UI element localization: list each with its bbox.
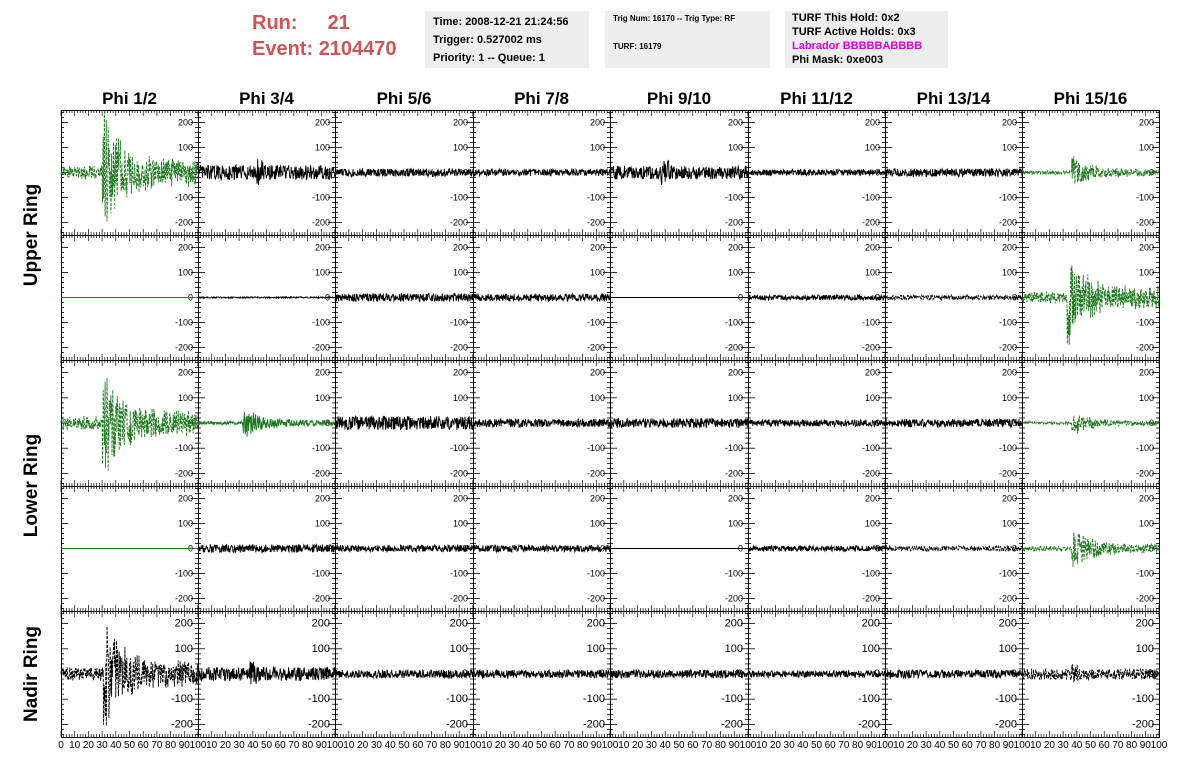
waveform-panel xyxy=(1022,360,1160,487)
y-tick-label: -100 xyxy=(724,192,743,203)
run-value: 21 xyxy=(327,12,350,34)
y-tick-label: -200 xyxy=(1135,468,1154,479)
y-tick-label: 200 xyxy=(864,493,880,504)
y-tick-label: 200 xyxy=(589,242,605,253)
waveform-trace xyxy=(885,419,1022,427)
waveform-trace xyxy=(610,418,748,428)
y-tick-label: 0 xyxy=(737,292,743,303)
y-tick-label: -100 xyxy=(1135,317,1154,328)
y-tick-label: 100 xyxy=(1138,142,1154,153)
y-tick-label: 0 xyxy=(737,418,743,428)
y-tick-label: -100 xyxy=(861,568,880,579)
y-tick-label: 0 xyxy=(462,167,468,178)
waveform-panel xyxy=(61,235,199,361)
waveform-panel xyxy=(885,360,1023,487)
y-tick-label: -100 xyxy=(311,568,330,579)
column-header: Phi 7/8 xyxy=(514,89,569,108)
y-tick-label: 200 xyxy=(589,117,605,128)
y-tick-label: 100 xyxy=(452,267,468,278)
y-tick-label: 100 xyxy=(314,267,330,278)
y-tick-label: 0 xyxy=(462,418,468,428)
waveform-panel xyxy=(885,110,1023,236)
waveform-trace xyxy=(748,295,885,300)
y-tick-label: 200 xyxy=(864,367,880,378)
y-tick-label: -100 xyxy=(311,443,330,454)
y-tick-label: 200 xyxy=(314,242,330,253)
y-tick-label: 0 xyxy=(599,167,605,178)
y-tick-label: -100 xyxy=(998,568,1017,579)
y-tick-label: -200 xyxy=(449,342,468,353)
y-tick-label: 100 xyxy=(1001,142,1017,153)
y-tick-label: -100 xyxy=(861,443,880,454)
y-tick-label: 0 xyxy=(737,167,743,178)
waveform-panel xyxy=(748,235,886,361)
y-tick-label: 100 xyxy=(1138,392,1154,403)
y-tick-label: 200 xyxy=(177,117,193,128)
waveform-trace xyxy=(885,546,1022,551)
y-tick-label: 100 xyxy=(177,142,193,153)
waveform-panel xyxy=(610,110,749,236)
y-tick-label: 0 xyxy=(737,543,743,554)
y-tick-label: 0 xyxy=(874,167,880,178)
column-header: Phi 3/4 xyxy=(239,89,294,108)
y-tick-label: 200 xyxy=(314,117,330,128)
waveform-panel xyxy=(473,360,611,487)
turf-hold-text: TURF This Hold: 0x2 xyxy=(792,12,900,24)
y-tick-label: 0 xyxy=(324,543,330,554)
waveform-trace xyxy=(748,420,885,427)
y-tick-label: -200 xyxy=(724,342,743,353)
y-tick-label: -200 xyxy=(861,468,880,479)
y-tick-label: 200 xyxy=(727,117,743,128)
y-tick-label: 0 xyxy=(462,543,468,554)
waveform-panel xyxy=(61,110,199,236)
y-tick-label: -200 xyxy=(998,593,1017,604)
run-label: Run: xyxy=(252,12,298,34)
y-tick-label: 100 xyxy=(1138,267,1154,278)
y-tick-label: -200 xyxy=(998,217,1017,228)
y-tick-label: -200 xyxy=(449,593,468,604)
y-tick-label: -100 xyxy=(861,192,880,203)
waveform-panel xyxy=(1022,235,1160,361)
y-tick-label: -200 xyxy=(1135,217,1154,228)
waveform-trace xyxy=(198,297,335,298)
waveform-panel xyxy=(610,486,749,612)
y-tick-label: 200 xyxy=(1138,367,1154,378)
y-tick-label: 0 xyxy=(462,292,468,303)
y-tick-label: 0 xyxy=(599,418,605,428)
y-tick-label: -100 xyxy=(174,568,193,579)
y-tick-label: 200 xyxy=(1001,367,1017,378)
waveform-trace xyxy=(473,169,610,176)
y-tick-label: 200 xyxy=(452,493,468,504)
y-tick-label: -200 xyxy=(586,468,605,479)
y-tick-label: 100 xyxy=(177,518,193,529)
trig-num-text: Trig Num: 16170 -- Trig Type: RF xyxy=(613,14,736,23)
y-tick-label: 0 xyxy=(874,418,880,428)
waveform-trace xyxy=(473,294,610,302)
column-header: Phi 9/10 xyxy=(646,89,712,108)
waveform-trace xyxy=(1022,156,1159,183)
y-tick-label: 0 xyxy=(1011,543,1017,554)
y-tick-label: -100 xyxy=(586,443,605,454)
y-tick-label: 200 xyxy=(727,493,743,504)
y-tick-label: 200 xyxy=(177,242,193,253)
y-tick-label: -100 xyxy=(311,317,330,328)
y-tick-label: 200 xyxy=(1001,493,1017,504)
waveform-panel xyxy=(748,486,886,612)
waveform-trace xyxy=(473,545,610,552)
waveform-trace xyxy=(198,544,335,552)
waveform-trace xyxy=(335,416,473,430)
waveform-trace xyxy=(1022,416,1159,434)
y-tick-label: 0 xyxy=(324,167,330,178)
y-tick-label: -100 xyxy=(1135,443,1154,454)
waveform-panel xyxy=(335,360,474,487)
waveform-trace xyxy=(198,412,335,437)
time-text: Time: 2008-12-21 21:24:56 xyxy=(433,16,569,28)
y-tick-label: 0 xyxy=(1148,167,1154,178)
y-tick-label: 200 xyxy=(1138,117,1154,128)
y-tick-label: -100 xyxy=(861,317,880,328)
waveform-panel xyxy=(748,360,886,487)
waveform-panel xyxy=(885,235,1023,361)
y-tick-label: 100 xyxy=(452,142,468,153)
y-tick-label: 200 xyxy=(1001,242,1017,253)
y-tick-label: 200 xyxy=(589,493,605,504)
waveform-trace xyxy=(198,159,335,185)
y-tick-label: 0 xyxy=(1148,292,1154,303)
y-tick-label: 100 xyxy=(1001,392,1017,403)
waveform-panel xyxy=(748,110,886,236)
waveform-panel xyxy=(885,486,1023,612)
y-tick-label: -100 xyxy=(998,317,1017,328)
waveform-panel xyxy=(473,235,611,361)
y-tick-label: -200 xyxy=(724,468,743,479)
y-tick-label: 0 xyxy=(599,292,605,303)
y-tick-label: -200 xyxy=(311,217,330,228)
y-tick-label: 100 xyxy=(864,267,880,278)
y-tick-label: 0 xyxy=(599,543,605,554)
y-tick-label: 100 xyxy=(1001,518,1017,529)
y-tick-label: -200 xyxy=(586,593,605,604)
y-tick-label: 0 xyxy=(324,418,330,428)
y-tick-label: 100 xyxy=(589,142,605,153)
y-tick-label: 200 xyxy=(1138,242,1154,253)
waveform-trace xyxy=(335,293,473,301)
waveform-panel xyxy=(198,360,336,487)
waveform-panel xyxy=(335,110,474,236)
y-tick-label: -100 xyxy=(449,317,468,328)
waveform-trace xyxy=(61,378,198,471)
y-tick-label: -200 xyxy=(311,593,330,604)
waveform-trace xyxy=(473,419,610,427)
y-tick-label: 100 xyxy=(452,392,468,403)
y-tick-label: 200 xyxy=(177,493,193,504)
y-tick-label: 100 xyxy=(589,267,605,278)
y-tick-label: -200 xyxy=(449,217,468,228)
y-tick-label: 200 xyxy=(314,367,330,378)
y-tick-label: -200 xyxy=(861,217,880,228)
column-header: Phi 5/6 xyxy=(376,89,432,108)
y-tick-label: 100 xyxy=(864,142,880,153)
waveform-trace xyxy=(885,295,1022,300)
y-tick-label: 0 xyxy=(187,543,193,554)
column-header: Phi 15/16 xyxy=(1053,89,1128,108)
y-tick-label: 100 xyxy=(727,142,743,153)
y-tick-label: 0 xyxy=(324,292,330,303)
y-tick-label: 0 xyxy=(187,418,193,428)
y-tick-label: -200 xyxy=(449,468,468,479)
event-value: 2104470 xyxy=(318,38,397,60)
y-tick-label: -200 xyxy=(174,468,193,479)
y-tick-label: 100 xyxy=(727,392,743,403)
waveform-trace xyxy=(748,546,885,551)
y-tick-label: -100 xyxy=(449,443,468,454)
y-tick-label: -200 xyxy=(1135,342,1154,353)
y-tick-label: -100 xyxy=(1135,192,1154,203)
row-label: Upper Ring xyxy=(21,183,42,287)
y-tick-label: 100 xyxy=(452,518,468,529)
turf-num-text: TURF: 16179 xyxy=(613,42,662,51)
y-tick-label: -100 xyxy=(724,317,743,328)
labrador-text: Labrador BBBBBABBBB xyxy=(792,40,923,52)
y-tick-label: -200 xyxy=(861,593,880,604)
y-tick-label: 0 xyxy=(874,292,880,303)
y-tick-label: 200 xyxy=(314,493,330,504)
column-header: Phi 1/2 xyxy=(102,89,157,108)
y-tick-label: 100 xyxy=(314,392,330,403)
y-tick-label: 200 xyxy=(864,242,880,253)
waveform-panel xyxy=(198,110,336,236)
waveform-panel xyxy=(1022,110,1160,236)
waveform-trace xyxy=(885,168,1022,176)
y-tick-label: 0 xyxy=(1148,418,1154,428)
y-tick-label: -100 xyxy=(586,317,605,328)
y-tick-label: 100 xyxy=(727,518,743,529)
y-tick-label: -200 xyxy=(174,342,193,353)
waveform-panel xyxy=(335,486,474,612)
waveform-trace xyxy=(748,167,885,178)
waveform-trace xyxy=(610,161,748,185)
column-header: Phi 13/14 xyxy=(916,89,991,108)
y-tick-label: -200 xyxy=(998,468,1017,479)
y-tick-label: -100 xyxy=(174,317,193,328)
y-tick-label: 0 xyxy=(1011,418,1017,428)
y-tick-label: -100 xyxy=(724,568,743,579)
y-tick-label: -200 xyxy=(998,342,1017,353)
y-tick-label: -200 xyxy=(586,342,605,353)
y-tick-label: 100 xyxy=(864,392,880,403)
turf-active-text: TURF Active Holds: 0x3 xyxy=(792,26,916,38)
column-header: Phi 11/12 xyxy=(780,89,853,108)
y-tick-label: 200 xyxy=(177,367,193,378)
waveform-panel xyxy=(61,486,199,612)
y-tick-label: 0 xyxy=(187,292,193,303)
y-tick-label: 0 xyxy=(1011,167,1017,178)
y-tick-label: 200 xyxy=(589,367,605,378)
y-tick-label: -200 xyxy=(311,342,330,353)
waveform-panel xyxy=(198,486,336,612)
y-tick-label: -100 xyxy=(998,443,1017,454)
y-tick-label: -200 xyxy=(311,468,330,479)
phi-mask-text: Phi Mask: 0xe003 xyxy=(792,54,884,66)
waveform-trace xyxy=(335,545,473,552)
y-tick-label: -100 xyxy=(174,192,193,203)
waveform-panel xyxy=(473,110,611,236)
y-tick-label: -200 xyxy=(724,593,743,604)
y-tick-label: 0 xyxy=(1011,292,1017,303)
y-tick-label: 100 xyxy=(314,142,330,153)
y-tick-label: 100 xyxy=(864,518,880,529)
waveform-trace xyxy=(335,168,473,176)
y-tick-label: -200 xyxy=(174,217,193,228)
waveform-panel xyxy=(335,235,474,361)
y-tick-label: 200 xyxy=(727,367,743,378)
waveform-panel xyxy=(610,235,749,361)
y-tick-label: -100 xyxy=(311,192,330,203)
row-label: Nadir Ring xyxy=(21,625,42,723)
y-tick-label: 100 xyxy=(727,267,743,278)
y-tick-label: -100 xyxy=(174,443,193,454)
y-tick-label: 200 xyxy=(864,117,880,128)
y-tick-label: -100 xyxy=(586,568,605,579)
y-tick-label: 200 xyxy=(452,242,468,253)
y-tick-label: 0 xyxy=(874,543,880,554)
y-tick-label: -200 xyxy=(174,593,193,604)
trigger-text: Trigger: 0.527002 ms xyxy=(433,34,542,46)
y-tick-label: 100 xyxy=(1001,267,1017,278)
y-tick-label: 200 xyxy=(452,117,468,128)
y-tick-label: 0 xyxy=(187,167,193,178)
y-tick-label: -100 xyxy=(586,192,605,203)
y-tick-label: -100 xyxy=(449,192,468,203)
waveform-panel xyxy=(610,360,749,487)
y-tick-label: -100 xyxy=(724,443,743,454)
y-tick-label: 200 xyxy=(727,242,743,253)
y-tick-label: 100 xyxy=(177,392,193,403)
waveform-panel xyxy=(473,486,611,612)
event-label: Event: xyxy=(252,38,314,60)
y-tick-label: -100 xyxy=(449,568,468,579)
y-tick-label: -100 xyxy=(998,192,1017,203)
y-tick-label: 100 xyxy=(314,518,330,529)
waveform-panel xyxy=(1022,486,1160,612)
waveform-trace xyxy=(61,112,198,221)
waveform-panel xyxy=(198,235,336,361)
y-tick-label: 100 xyxy=(177,267,193,278)
y-tick-label: 100 xyxy=(589,518,605,529)
waveform-panel xyxy=(61,360,199,487)
y-tick-label: -200 xyxy=(724,217,743,228)
row-label: Lower Ring xyxy=(21,433,42,538)
y-tick-label: -200 xyxy=(861,342,880,353)
y-tick-label: 200 xyxy=(452,367,468,378)
y-tick-label: 100 xyxy=(589,392,605,403)
y-tick-label: 200 xyxy=(1001,117,1017,128)
y-tick-label: -200 xyxy=(586,217,605,228)
priority-text: Priority: 1 -- Queue: 1 xyxy=(433,52,545,64)
